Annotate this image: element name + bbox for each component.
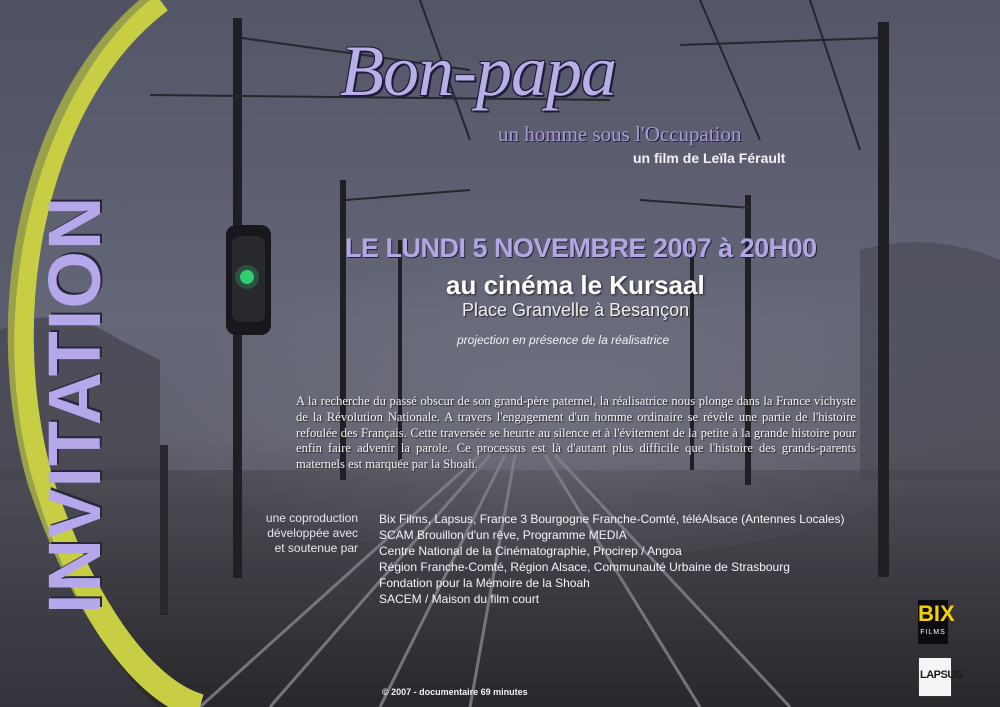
lapsus-logo-text: LAPSUS: [920, 669, 962, 681]
projection-note: projection en présence de la réalisatrice: [457, 333, 670, 347]
venue-name: au cinéma le Kursaal: [446, 270, 705, 300]
bix-films-logo: [918, 600, 955, 644]
film-subtitle: un homme sous l'Occupation: [498, 122, 742, 146]
copyright-line: © 2007 - documentaire 69 minutes: [382, 687, 528, 697]
credit-line: Fondation pour la Mémoire de la Shoah: [379, 576, 590, 590]
bix-logo-subtext: FILMS: [920, 629, 946, 636]
film-title: Bon-papa: [340, 31, 616, 111]
credit-line: Région Franche-Comté, Région Alsace, Communauté Urbaine de Strasbourg: [379, 560, 790, 574]
invitation-heading: INVITATION: [33, 195, 116, 614]
credits-labels: [228, 511, 358, 556]
credit-line: Bix Films, Lapsus, France 3 Bourgogne Franche-Comté, téléAlsace (Antennes Locales): [379, 512, 845, 526]
credit-line: Centre National de la Cinématographie, Procirep / Angoa: [379, 544, 682, 558]
lapsus-logo: [918, 657, 962, 697]
bix-logo-text: BIX: [918, 601, 955, 626]
screening-date: LE LUNDI 5 NOVEMBRE 2007 à 20H00: [345, 233, 817, 263]
credit-line: SACEM / Maison du film court: [379, 592, 540, 606]
credit-label: et soutenue par: [274, 541, 358, 555]
credit-label: développée avec: [267, 526, 358, 540]
credit-label: une coproduction: [265, 511, 358, 525]
credits-list: [379, 511, 845, 607]
synopsis-paragraph: A la recherche du passé obscur de son grand-père paternel, la réalisatrice nous plonge dans la France vichyste de la Révolution Nationale. A travers l'engagement d'un homme ordinaire se révèle une partie de l'histoire refoulée des Français. Cette traversée se heurte au silence et à l'évitement de la petite à la grande histoire pour enfin faire advenir la parole. Ce processus est là d'autant plus difficile que l'histoire des grands-parents maternels est marquée par la Shoah.: [296, 394, 856, 472]
venue-address: Place Granvelle à Besançon: [462, 300, 690, 320]
director-credit: un film de Leïla Férault: [633, 150, 786, 166]
credit-line: SCAM Brouillon d'un rêve, Programme MEDIA: [379, 528, 627, 542]
